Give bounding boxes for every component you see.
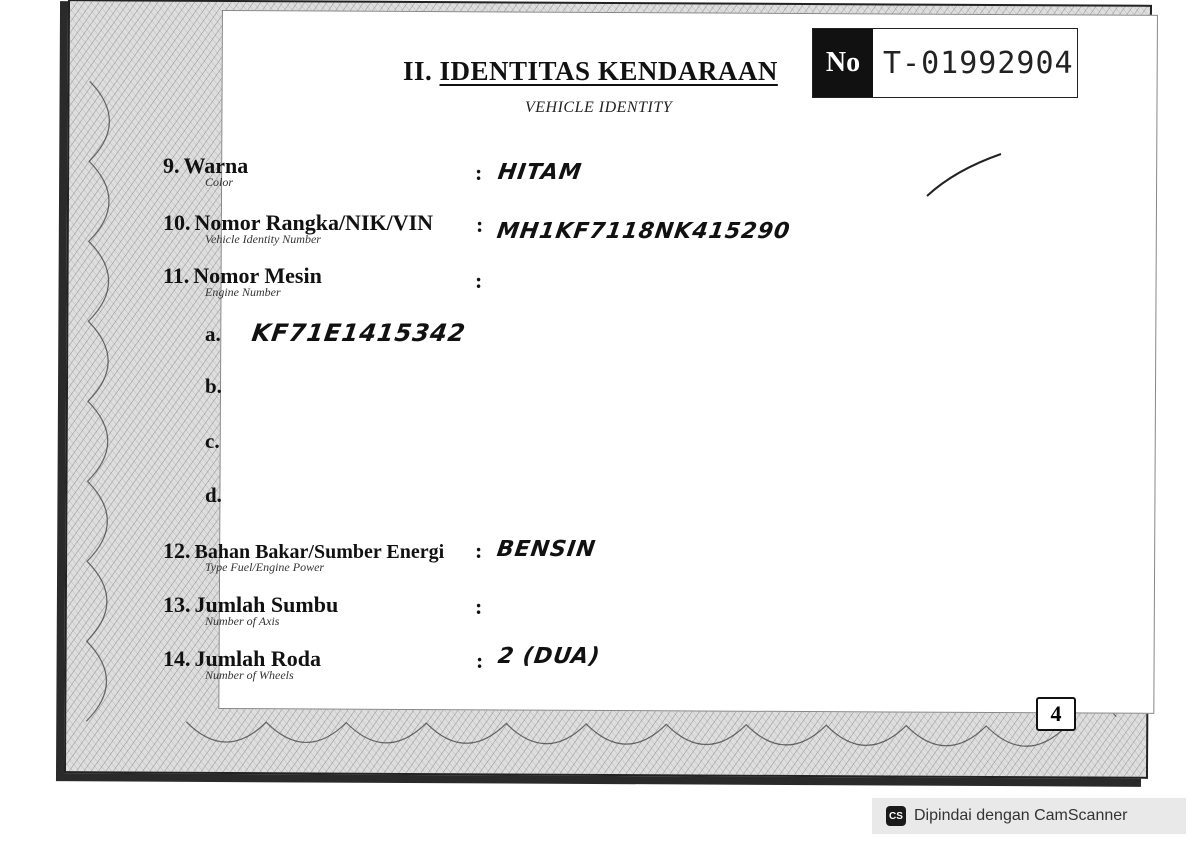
- field-engine-number: [163, 263, 322, 300]
- document-number-box: [812, 28, 1078, 98]
- field-label: Jumlah Sumbu: [194, 592, 339, 617]
- field-colon: :: [475, 268, 483, 293]
- engine-item-b-letter: b.: [205, 374, 222, 398]
- field-number: 13.: [163, 592, 191, 617]
- page-number: 4: [1036, 697, 1076, 731]
- field-sublabel: Color: [205, 175, 234, 189]
- field-fuel: [163, 538, 444, 575]
- field-sublabel: Engine Number: [205, 285, 281, 299]
- camscanner-icon: CS: [886, 806, 906, 826]
- heading-subtitle: VEHICLE IDENTITY: [525, 99, 673, 116]
- pen-mark: [925, 150, 1005, 200]
- field-number: 9.: [163, 153, 180, 178]
- field-sublabel: Vehicle Identity Number: [205, 232, 321, 246]
- page-heading: [403, 56, 778, 87]
- field-wheels: [163, 646, 321, 683]
- field-colon: :: [475, 538, 483, 563]
- field-colon: :: [475, 160, 483, 185]
- field-sublabel: Number of Axis: [205, 614, 280, 628]
- color-value: HITAM: [496, 160, 584, 185]
- engine-item-a-value: KF71E1415342: [250, 319, 468, 347]
- field-label: Warna: [183, 153, 249, 178]
- field-label: Bahan Bakar/Sumber Energi: [194, 541, 445, 563]
- field-label: Nomor Mesin: [193, 263, 322, 288]
- field-vin: [163, 210, 433, 247]
- field-label: Jumlah Roda: [194, 646, 322, 671]
- document-number-value: T-01992904: [883, 45, 1074, 81]
- scanner-watermark: [872, 798, 1186, 834]
- field-color: [163, 153, 248, 190]
- content-panel: [218, 10, 1158, 714]
- engine-item-c-letter: c.: [205, 429, 220, 453]
- heading-number: II.: [403, 56, 433, 86]
- field-sublabel: Number of Wheels: [205, 668, 294, 682]
- engine-item-d-letter: d.: [205, 483, 222, 507]
- field-number: 14.: [163, 646, 191, 671]
- document-number-label: No: [813, 29, 873, 97]
- vin-value: MH1KF7118NK415290: [495, 219, 792, 244]
- field-colon: :: [476, 212, 484, 237]
- field-number: 11.: [163, 263, 190, 288]
- field-axis: [163, 592, 338, 629]
- scanner-text: Dipindai dengan CamScanner: [914, 807, 1128, 824]
- field-colon: :: [475, 594, 483, 619]
- wheels-value: 2 (DUA): [496, 644, 603, 669]
- heading-title: IDENTITAS KENDARAAN: [439, 56, 778, 86]
- engine-item-a-letter: a.: [205, 322, 221, 346]
- field-label: Nomor Rangka/NIK/VIN: [194, 210, 434, 235]
- field-sublabel: Type Fuel/Engine Power: [205, 560, 325, 574]
- field-number: 10.: [163, 210, 191, 235]
- fuel-value: BENSIN: [495, 537, 598, 562]
- field-number: 12.: [163, 538, 191, 563]
- field-colon: :: [476, 648, 484, 673]
